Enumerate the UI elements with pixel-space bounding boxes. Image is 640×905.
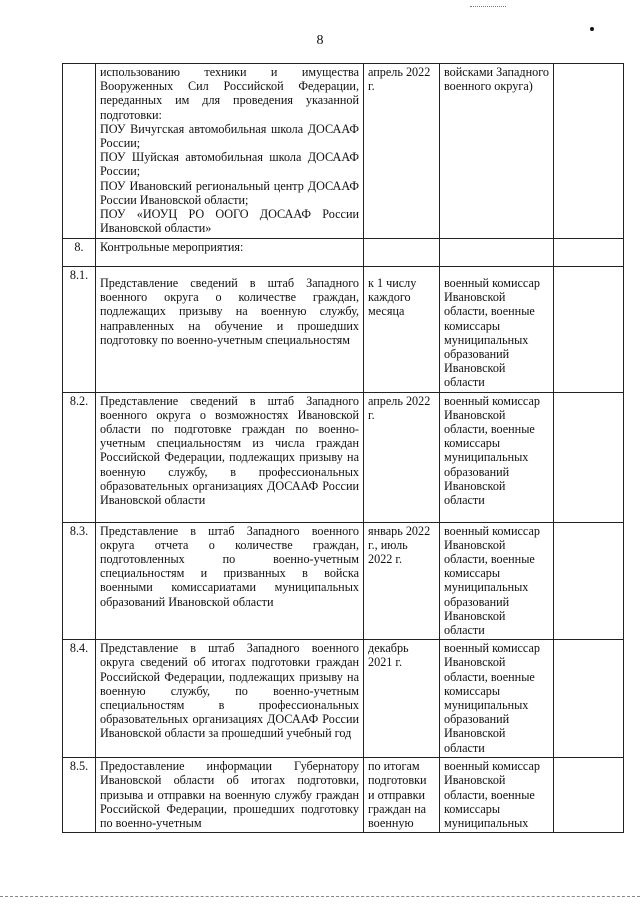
- row-term: январь 2022 г., июль 2022 г.: [364, 522, 440, 640]
- activity-line: ПОУ «ИОУЦ РО ООГО ДОСААФ России Ивановской области»: [100, 207, 359, 236]
- row-responsible: [440, 267, 554, 393]
- table-row: [63, 392, 624, 522]
- term-text: к 1 числу каждого месяца: [368, 276, 417, 319]
- row-number: 8.4.: [63, 640, 96, 758]
- row-note: [554, 392, 624, 522]
- table-row: [63, 239, 624, 267]
- row-activity: [96, 267, 364, 393]
- table-row: [63, 64, 624, 239]
- responsible-text: военный комиссар Ивановской области, военные комиссары муниципальных образований Ивановской области: [444, 276, 540, 390]
- row-activity: [96, 64, 364, 239]
- activity-line: Представление сведений в штаб Западного военного округа о возможностях Ивановской области по подготовке граждан по военно-учетным специальностям из числа граждан Российской Федерации, подлежащих призыву на военную службу, в профессиональных образовательных организациях ДОСААФ России Ивановской области: [100, 393, 359, 508]
- row-responsible: военный комиссар Ивановской области, военные комиссары муниципальных: [440, 758, 554, 833]
- row-responsible: войсками Западного военного округа): [440, 64, 554, 239]
- activity-line: ПОУ Ивановский региональный центр ДОСААФ России Ивановской области;: [100, 178, 359, 207]
- row-responsible: военный комиссар Ивановской области, военные комиссары муниципальных образований Ивановской области: [440, 640, 554, 758]
- row-activity: [96, 239, 364, 267]
- row-number: 8.2.: [63, 392, 96, 522]
- row-responsible: военный комиссар Ивановской области, военные комиссары муниципальных образований Ивановской области: [440, 392, 554, 522]
- row-activity: [96, 758, 364, 833]
- activity-line: использованию техники и имущества Вооруженных Сил Российской Федерации, переданных им для проведения указанной подготовки:: [100, 65, 359, 122]
- page-number: 8: [316, 33, 324, 48]
- table-row: [63, 640, 624, 758]
- row-number: 8.5.: [63, 758, 96, 833]
- row-responsible: военный комиссар Ивановской области, военные комиссары муниципальных образований Ивановской области: [440, 522, 554, 640]
- row-activity: [96, 392, 364, 522]
- activity-line: Представление в штаб Западного военного округа сведений об итогах подготовки граждан Российской Федерации, подлежащих призыву на военную службу, по военно-учетным специальностям в профессиональных образовательных организациях ДОСААФ России Ивановской области за прошедший учебный год: [100, 641, 359, 741]
- activity-line: Контрольные мероприятия:: [100, 240, 244, 254]
- table-row: [63, 267, 624, 393]
- plan-table: [62, 63, 624, 833]
- row-number: 8.: [63, 239, 96, 267]
- row-note: [554, 64, 624, 239]
- activity-line: Предоставление информации Губернатору Ивановской области об итогах подготовки, призыва и отправки на военную службу граждан Российской Федерации, прошедших подготовку по военно-учетным: [100, 759, 359, 831]
- activity-line: ПОУ Вичугская автомобильная школа ДОСААФ России;: [100, 121, 359, 151]
- row-number: [63, 64, 96, 239]
- table-row: [63, 758, 624, 833]
- row-note: [554, 758, 624, 833]
- page-dot-mark: [590, 27, 594, 31]
- top-dotted-mark: [470, 6, 506, 7]
- row-term: по итогам подготовки и отправки граждан на военную: [364, 758, 440, 833]
- row-activity: [96, 522, 364, 640]
- row-term: декабрь 2021 г.: [364, 640, 440, 758]
- activity-line: Представление в штаб Западного военного округа отчета о количестве граждан, подготовленных по военно-учетным специальностям и призванных в войска военными комиссариатами муниципальных образований Ивановской области: [100, 523, 359, 609]
- row-activity: [96, 640, 364, 758]
- row-term: [364, 267, 440, 393]
- row-note: [554, 522, 624, 640]
- row-note: [554, 239, 624, 267]
- activity-line: Представление сведений в штаб Западного военного округа о количестве граждан, подлежащих призыву на военную службу, направленных на обучение и прошедших подготовку по военно-учетным специальностям: [100, 276, 359, 347]
- row-number: 8.1.: [63, 267, 96, 393]
- row-number: 8.3.: [63, 522, 96, 640]
- scan-bottom-edge: [0, 896, 640, 897]
- row-note: [554, 267, 624, 393]
- row-term: апрель 2022 г.: [364, 64, 440, 239]
- row-note: [554, 640, 624, 758]
- row-term: [364, 239, 440, 267]
- table-row: [63, 522, 624, 640]
- row-term: апрель 2022 г.: [364, 392, 440, 522]
- activity-line: ПОУ Шуйская автомобильная школа ДОСААФ России;: [100, 150, 359, 179]
- row-responsible: [440, 239, 554, 267]
